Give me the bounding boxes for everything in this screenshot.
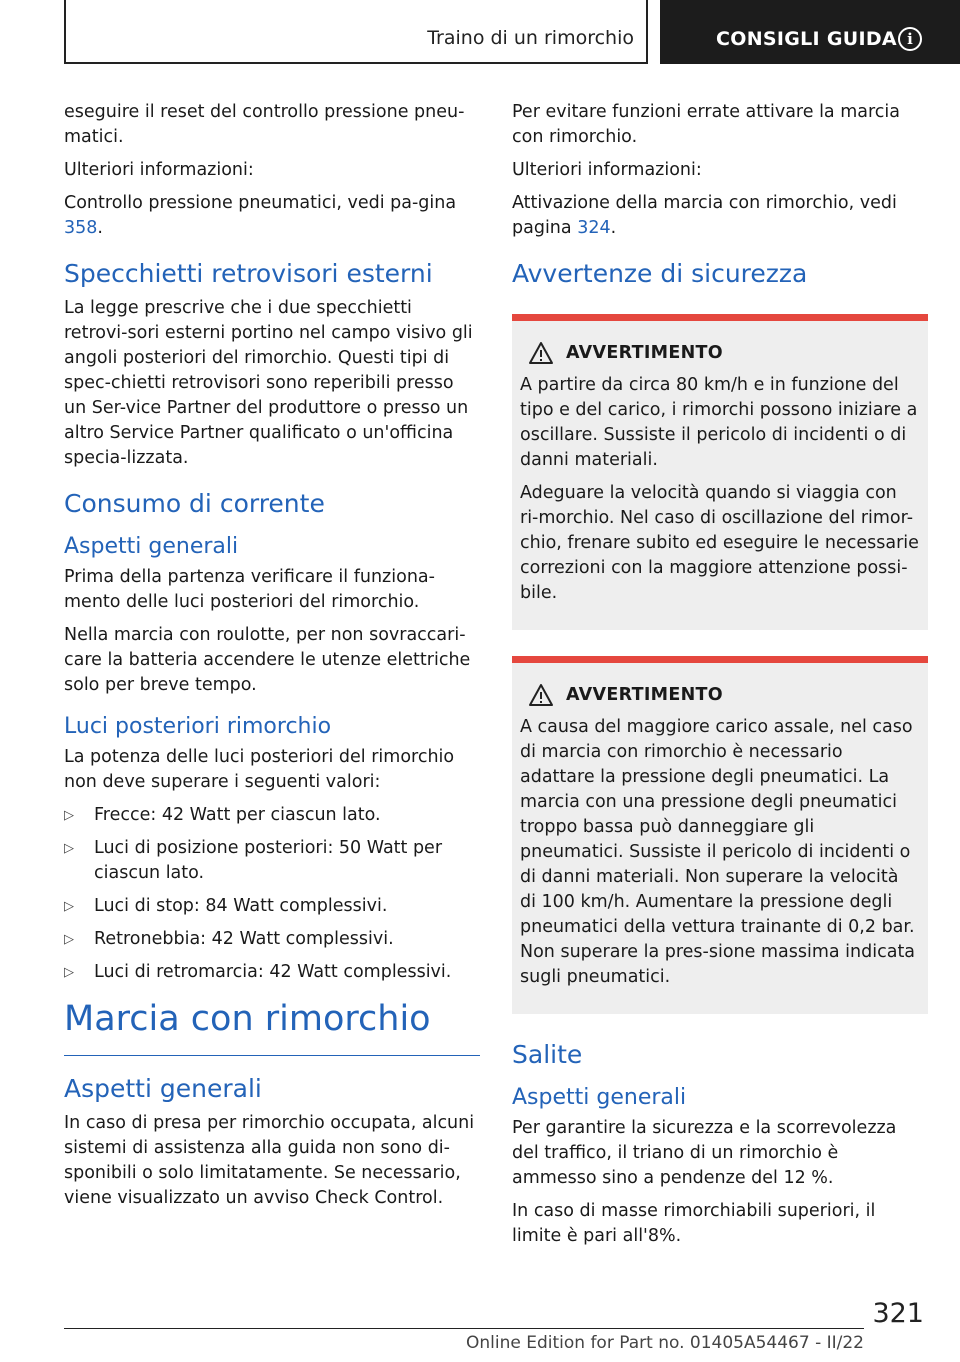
paragraph: Nella marcia con roulotte, per non sovraccari-care la batteria accendere le utenze elettriche solo per breve tempo. bbox=[64, 625, 471, 695]
list-item bbox=[64, 960, 480, 985]
warning-title: AVVERTIMENTO bbox=[566, 343, 723, 363]
paragraph: Adeguare la velocità quando si viaggia con ri-morchio. Nel caso di oscillazione del rimor-chio, frenare subito ed eseguire le necessarie correzioni con la maggiore attenzione possi-bile. bbox=[520, 483, 919, 603]
paragraph: Per evitare funzioni errate attivare la marcia con rimorchio. bbox=[512, 102, 901, 147]
lights-list bbox=[64, 803, 480, 985]
list-item bbox=[64, 927, 480, 952]
list-marker-icon: ▷ bbox=[64, 965, 74, 980]
warning-header bbox=[528, 341, 920, 365]
list-marker-icon: ▷ bbox=[64, 841, 74, 856]
heading-power: Consumo di corrente bbox=[64, 489, 325, 518]
warning-title: AVVERTIMENTO bbox=[566, 685, 723, 705]
list-item-text: Luci di retromarcia: 42 Watt complessivi. bbox=[94, 962, 452, 982]
list-item-text: Retronebbia: 42 Watt complessivi. bbox=[94, 929, 394, 949]
paragraph-text: . bbox=[97, 218, 103, 238]
paragraph: Per garantire la sicurezza e la scorrevolezza del traffico, il triano di un rimorchio è ammesso sino a pendenze del 12 %. bbox=[512, 1118, 897, 1188]
section-title: CONSIGLI GUIDA bbox=[716, 28, 897, 50]
chapter-title: Traino di un rimorchio bbox=[427, 27, 634, 49]
paragraph bbox=[64, 191, 480, 241]
warning-header bbox=[528, 683, 920, 707]
list-item-text: Frecce: 42 Watt per ciascun lato. bbox=[94, 805, 381, 825]
paragraph: A partire da circa 80 km/h e in funzione del tipo e del carico, i rimorchi possono iniziare a oscillare. Sussiste il pericolo di incidenti o di danni materiali. bbox=[520, 375, 918, 470]
warning-box bbox=[512, 314, 928, 630]
heading-trailer-driving: Marcia con rimorchio bbox=[64, 999, 480, 1056]
paragraph: eseguire il reset del controllo pressione pneu-matici. bbox=[64, 102, 465, 147]
list-item-text: Luci di stop: 84 Watt complessivi. bbox=[94, 896, 388, 916]
warning-triangle-icon bbox=[528, 341, 554, 365]
paragraph: Ulteriori informazioni: bbox=[512, 160, 702, 180]
list-marker-icon: ▷ bbox=[64, 808, 74, 823]
warning-box bbox=[512, 656, 928, 1014]
paragraph-text: Attivazione della marcia con rimorchio, vedi pagina bbox=[512, 193, 897, 238]
subheading-lights: Luci posteriori rimorchio bbox=[64, 714, 332, 739]
page-link-358[interactable]: 358 bbox=[64, 218, 98, 238]
list-item bbox=[64, 803, 480, 828]
subheading-general: Aspetti generali bbox=[64, 1074, 262, 1103]
header-section-box bbox=[660, 0, 960, 64]
list-marker-icon: ▷ bbox=[64, 932, 74, 947]
paragraph: Ulteriori informazioni: bbox=[64, 160, 254, 180]
page-number: 321 bbox=[872, 1298, 924, 1329]
list-item bbox=[64, 836, 480, 886]
left-column bbox=[64, 100, 480, 1219]
heading-uphill: Salite bbox=[512, 1040, 583, 1069]
paragraph: Prima della partenza verificare il funziona-mento delle luci posteriori del rimorchio. bbox=[64, 567, 435, 612]
paragraph: A causa del maggiore carico assale, nel caso di marcia con rimorchio è necessario adattare la pressione degli pneumatici. La marcia con una pressione degli pneumatici troppo bassa può danneggiare gli pneumatici. Sussiste il pericolo di incidenti o di danni materiali. Non superare la velocità di 100 km/h. Aumentare la pressione degli pneumatici della vettura trainante di 0,2 bar. Non superare la pres-sione massima indicata sugli pneumatici. bbox=[520, 717, 916, 987]
page-link-324[interactable]: 324 bbox=[577, 218, 611, 238]
list-item-text: Luci di posizione posteriori: 50 Watt per ciascun lato. bbox=[94, 838, 443, 883]
info-icon: i bbox=[898, 27, 922, 51]
paragraph: In caso di presa per rimorchio occupata, alcuni sistemi di assistenza alla guida non sono di-sponibili o solo limitatamente. Se necessario, viene visualizzato un avviso Check Control. bbox=[64, 1113, 475, 1208]
paragraph bbox=[512, 191, 928, 241]
paragraph: La legge prescrive che i due specchietti retrovi-sori esterni portino nel campo visivo gli angoli posteriori del rimorchio. Questi tipi di spec-chietti retrovisori sono reperibili presso un Ser-vice Partner del produttore o presso un altro Service Partner qualificato o un'officina specia-lizzata. bbox=[64, 298, 473, 468]
list-item bbox=[64, 894, 480, 919]
subheading-general: Aspetti generali bbox=[64, 534, 239, 559]
paragraph: La potenza delle luci posteriori del rimorchio non deve superare i seguenti valori: bbox=[64, 747, 455, 792]
paragraph-text: Controllo pressione pneumatici, vedi pa-gina bbox=[64, 193, 457, 213]
footer-edition: Online Edition for Part no. 01405A54467 - II/22 bbox=[465, 1333, 864, 1353]
list-marker-icon: ▷ bbox=[64, 899, 74, 914]
footer-divider bbox=[64, 1328, 864, 1329]
warning-triangle-icon bbox=[528, 683, 554, 707]
heading-safety: Avvertenze di sicurezza bbox=[512, 259, 808, 288]
paragraph-text: . bbox=[610, 218, 617, 238]
right-column bbox=[512, 100, 928, 1257]
paragraph: In caso di masse rimorchiabili superiori, il limite è pari all'8%. bbox=[512, 1201, 876, 1246]
heading-mirrors: Specchietti retrovisori esterni bbox=[64, 259, 433, 288]
subheading-general: Aspetti generali bbox=[512, 1085, 687, 1110]
header-chapter-box bbox=[64, 0, 648, 64]
